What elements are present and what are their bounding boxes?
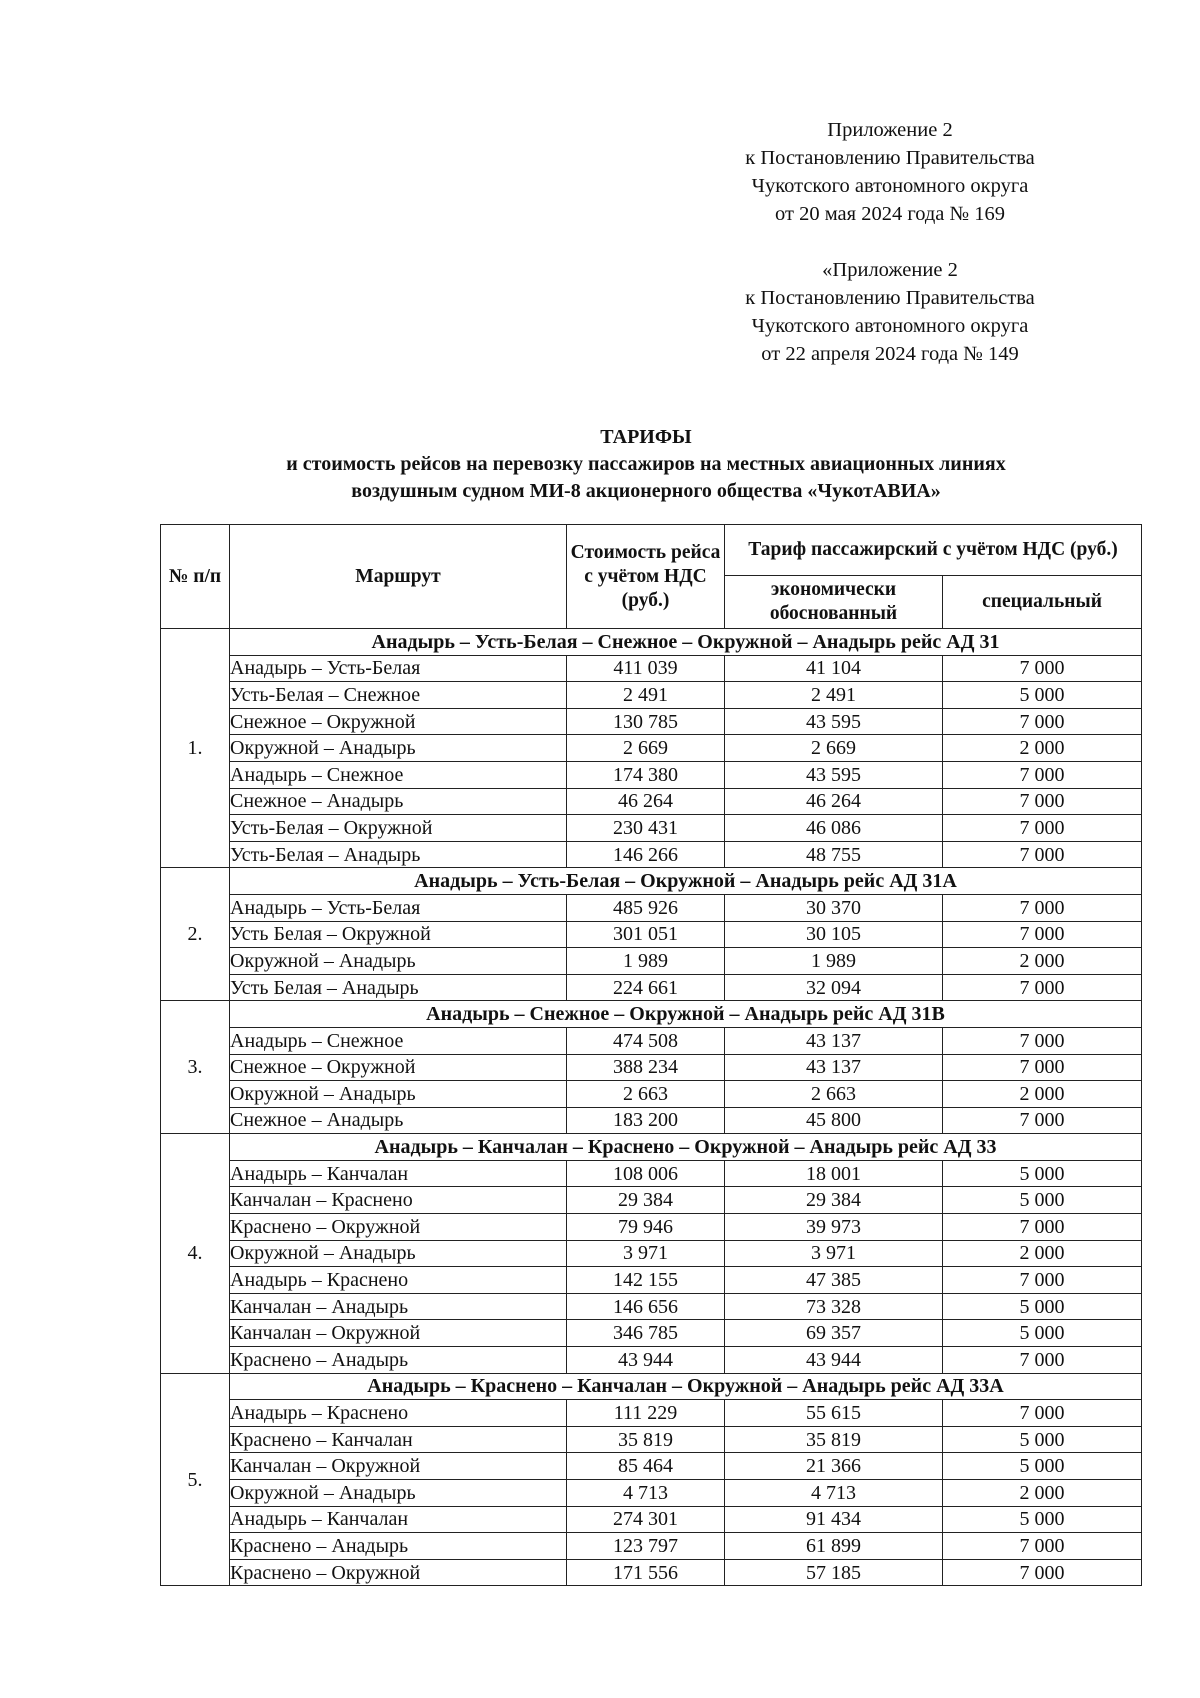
table-row [161, 1267, 1142, 1294]
route-cell: Усть Белая – Анадырь [230, 974, 567, 1001]
route-group-title-row [161, 1373, 1142, 1400]
flight-cost-cell: 346 785 [567, 1320, 725, 1347]
special-tariff-cell: 7 000 [943, 708, 1142, 735]
special-tariff-cell: 7 000 [943, 1054, 1142, 1081]
route-cell: Анадырь – Усть-Белая [230, 655, 567, 682]
original-appendix-header [700, 256, 1080, 368]
economic-tariff-cell: 48 755 [725, 841, 943, 868]
route-cell: Окружной – Анадырь [230, 948, 567, 975]
appendix-header-line: к Постановлению Правительства [745, 147, 1035, 169]
group-number: 2. [161, 868, 230, 1001]
special-tariff-cell: 2 000 [943, 1240, 1142, 1267]
flight-cost-cell: 301 051 [567, 921, 725, 948]
special-tariff-cell: 2 000 [943, 735, 1142, 762]
special-tariff-cell: 7 000 [943, 655, 1142, 682]
table-row [161, 788, 1142, 815]
table-row [161, 1187, 1142, 1214]
economic-tariff-cell: 4 713 [725, 1480, 943, 1507]
special-tariff-cell: 5 000 [943, 1187, 1142, 1214]
table-row [161, 1453, 1142, 1480]
table-row [161, 655, 1142, 682]
special-tariff-cell: 7 000 [943, 1533, 1142, 1560]
flight-cost-cell: 130 785 [567, 708, 725, 735]
special-tariff-cell: 7 000 [943, 894, 1142, 921]
economic-tariff-cell: 30 370 [725, 894, 943, 921]
table-row [161, 1320, 1142, 1347]
route-cell: Краснено – Канчалан [230, 1426, 567, 1453]
tariffs-table [160, 524, 1142, 1586]
flight-cost-cell: 79 946 [567, 1214, 725, 1241]
table-row [161, 974, 1142, 1001]
table-row [161, 1400, 1142, 1427]
economic-tariff-cell: 32 094 [725, 974, 943, 1001]
route-group-title-row [161, 1134, 1142, 1161]
table-row [161, 841, 1142, 868]
col-header-num: № п/п [161, 525, 230, 629]
col-header-route: Маршрут [230, 525, 567, 629]
route-group-title-row [161, 868, 1142, 895]
route-cell: Канчалан – Окружной [230, 1320, 567, 1347]
document-title [150, 424, 1142, 505]
title-subline: и стоимость рейсов на перевозку пассажиров на местных авиационных линиях [286, 453, 1006, 475]
route-cell: Краснено – Анадырь [230, 1533, 567, 1560]
special-tariff-cell: 7 000 [943, 841, 1142, 868]
special-tariff-cell: 5 000 [943, 1453, 1142, 1480]
special-tariff-cell: 7 000 [943, 1347, 1142, 1374]
route-cell: Анадырь – Канчалан [230, 1506, 567, 1533]
route-cell: Анадырь – Канчалан [230, 1160, 567, 1187]
special-tariff-cell: 7 000 [943, 1559, 1142, 1586]
appendix-header-line: от 20 мая 2024 года № 169 [775, 203, 1005, 225]
appendix-header-line: Приложение 2 [827, 119, 953, 141]
appendix-header-line: Чукотского автономного округа [751, 315, 1029, 337]
table-row [161, 1533, 1142, 1560]
title-subline: воздушным судном МИ-8 акционерного общества «ЧукотАВИА» [351, 480, 941, 502]
route-cell: Усть Белая – Окружной [230, 921, 567, 948]
flight-cost-cell: 388 234 [567, 1054, 725, 1081]
flight-cost-cell: 183 200 [567, 1107, 725, 1134]
flight-cost-cell: 274 301 [567, 1506, 725, 1533]
route-cell: Снежное – Окружной [230, 708, 567, 735]
economic-tariff-cell: 69 357 [725, 1320, 943, 1347]
economic-tariff-cell: 2 669 [725, 735, 943, 762]
route-cell: Окружной – Анадырь [230, 1240, 567, 1267]
route-cell: Усть-Белая – Анадырь [230, 841, 567, 868]
col-header-tariff: Тариф пассажирский с учётом НДС (руб.) [725, 525, 1142, 576]
route-group-title-row [161, 1001, 1142, 1028]
route-cell: Снежное – Окружной [230, 1054, 567, 1081]
route-cell: Окружной – Анадырь [230, 1480, 567, 1507]
flight-cost-cell: 224 661 [567, 974, 725, 1001]
economic-tariff-cell: 35 819 [725, 1426, 943, 1453]
flight-cost-cell: 2 669 [567, 735, 725, 762]
group-number: 1. [161, 629, 230, 868]
flight-cost-cell: 142 155 [567, 1267, 725, 1294]
table-row [161, 1214, 1142, 1241]
flight-cost-cell: 108 006 [567, 1160, 725, 1187]
route-cell: Анадырь – Усть-Белая [230, 894, 567, 921]
appendix-header [700, 116, 1080, 228]
economic-tariff-cell: 45 800 [725, 1107, 943, 1134]
economic-tariff-cell: 21 366 [725, 1453, 943, 1480]
special-tariff-cell: 7 000 [943, 921, 1142, 948]
table-row [161, 1054, 1142, 1081]
route-cell: Канчалан – Анадырь [230, 1293, 567, 1320]
table-row [161, 1293, 1142, 1320]
economic-tariff-cell: 57 185 [725, 1559, 943, 1586]
route-cell: Краснено – Анадырь [230, 1347, 567, 1374]
economic-tariff-cell: 73 328 [725, 1293, 943, 1320]
appendix-header-line: Чукотского автономного округа [751, 175, 1029, 197]
appendix-header-line: от 22 апреля 2024 года № 149 [761, 343, 1019, 365]
table-row [161, 921, 1142, 948]
economic-tariff-cell: 1 989 [725, 948, 943, 975]
table-row [161, 1240, 1142, 1267]
flight-cost-cell: 2 491 [567, 682, 725, 709]
title-main: ТАРИФЫ [600, 426, 692, 448]
table-row [161, 1160, 1142, 1187]
economic-tariff-cell: 2 663 [725, 1081, 943, 1108]
flight-cost-cell: 146 266 [567, 841, 725, 868]
flight-cost-cell: 29 384 [567, 1187, 725, 1214]
route-cell: Анадырь – Краснено [230, 1267, 567, 1294]
special-tariff-cell: 5 000 [943, 1320, 1142, 1347]
flight-cost-cell: 85 464 [567, 1453, 725, 1480]
col-header-special: специальный [943, 576, 1142, 629]
economic-tariff-cell: 29 384 [725, 1187, 943, 1214]
route-cell: Канчалан – Окружной [230, 1453, 567, 1480]
flight-cost-cell: 1 989 [567, 948, 725, 975]
economic-tariff-cell: 46 264 [725, 788, 943, 815]
group-flight-title: Анадырь – Канчалан – Краснено – Окружной – Анадырь рейс АД 33 [230, 1134, 1142, 1161]
flight-cost-cell: 2 663 [567, 1081, 725, 1108]
economic-tariff-cell: 55 615 [725, 1400, 943, 1427]
table-row [161, 1347, 1142, 1374]
special-tariff-cell: 7 000 [943, 1400, 1142, 1427]
col-header-cost: Стоимость рейса с учётом НДС (руб.) [567, 525, 725, 629]
table-row [161, 815, 1142, 842]
table-row [161, 1027, 1142, 1054]
flight-cost-cell: 35 819 [567, 1426, 725, 1453]
table-row [161, 1081, 1142, 1108]
economic-tariff-cell: 61 899 [725, 1533, 943, 1560]
special-tariff-cell: 2 000 [943, 948, 1142, 975]
route-cell: Анадырь – Снежное [230, 761, 567, 788]
special-tariff-cell: 7 000 [943, 1214, 1142, 1241]
route-cell: Снежное – Анадырь [230, 1107, 567, 1134]
table-row [161, 708, 1142, 735]
special-tariff-cell: 7 000 [943, 974, 1142, 1001]
economic-tariff-cell: 30 105 [725, 921, 943, 948]
special-tariff-cell: 2 000 [943, 1081, 1142, 1108]
economic-tariff-cell: 91 434 [725, 1506, 943, 1533]
economic-tariff-cell: 41 104 [725, 655, 943, 682]
group-number: 5. [161, 1373, 230, 1586]
flight-cost-cell: 146 656 [567, 1293, 725, 1320]
economic-tariff-cell: 46 086 [725, 815, 943, 842]
route-cell: Краснено – Окружной [230, 1214, 567, 1241]
route-cell: Окружной – Анадырь [230, 735, 567, 762]
special-tariff-cell: 5 000 [943, 1426, 1142, 1453]
table-row [161, 1506, 1142, 1533]
special-tariff-cell: 5 000 [943, 1293, 1142, 1320]
group-flight-title: Анадырь – Усть-Белая – Снежное – Окружной – Анадырь рейс АД 31 [230, 629, 1142, 656]
flight-cost-cell: 230 431 [567, 815, 725, 842]
table-row [161, 1559, 1142, 1586]
table-row [161, 1426, 1142, 1453]
route-cell: Усть-Белая – Снежное [230, 682, 567, 709]
flight-cost-cell: 411 039 [567, 655, 725, 682]
economic-tariff-cell: 47 385 [725, 1267, 943, 1294]
special-tariff-cell: 7 000 [943, 1267, 1142, 1294]
appendix-header-line: к Постановлению Правительства [745, 287, 1035, 309]
economic-tariff-cell: 43 595 [725, 708, 943, 735]
special-tariff-cell: 7 000 [943, 761, 1142, 788]
route-cell: Усть-Белая – Окружной [230, 815, 567, 842]
route-cell: Краснено – Окружной [230, 1559, 567, 1586]
economic-tariff-cell: 18 001 [725, 1160, 943, 1187]
table-row [161, 735, 1142, 762]
table-row [161, 1480, 1142, 1507]
special-tariff-cell: 7 000 [943, 788, 1142, 815]
group-number: 4. [161, 1134, 230, 1373]
flight-cost-cell: 3 971 [567, 1240, 725, 1267]
economic-tariff-cell: 2 491 [725, 682, 943, 709]
special-tariff-cell: 5 000 [943, 1506, 1142, 1533]
group-number: 3. [161, 1001, 230, 1134]
group-flight-title: Анадырь – Усть-Белая – Окружной – Анадырь рейс АД 31А [230, 868, 1142, 895]
special-tariff-cell: 2 000 [943, 1480, 1142, 1507]
flight-cost-cell: 174 380 [567, 761, 725, 788]
economic-tariff-cell: 3 971 [725, 1240, 943, 1267]
special-tariff-cell: 5 000 [943, 682, 1142, 709]
group-flight-title: Анадырь – Краснено – Канчалан – Окружной – Анадырь рейс АД 33А [230, 1373, 1142, 1400]
special-tariff-cell: 5 000 [943, 1160, 1142, 1187]
route-group-title-row [161, 629, 1142, 656]
col-header-economic: экономически обоснованный [725, 576, 943, 629]
route-cell: Окружной – Анадырь [230, 1081, 567, 1108]
group-flight-title: Анадырь – Снежное – Окружной – Анадырь рейс АД 31В [230, 1001, 1142, 1028]
economic-tariff-cell: 39 973 [725, 1214, 943, 1241]
route-cell: Анадырь – Краснено [230, 1400, 567, 1427]
flight-cost-cell: 4 713 [567, 1480, 725, 1507]
flight-cost-cell: 485 926 [567, 894, 725, 921]
economic-tariff-cell: 43 944 [725, 1347, 943, 1374]
economic-tariff-cell: 43 137 [725, 1054, 943, 1081]
route-cell: Снежное – Анадырь [230, 788, 567, 815]
table-row [161, 761, 1142, 788]
route-cell: Анадырь – Снежное [230, 1027, 567, 1054]
flight-cost-cell: 111 229 [567, 1400, 725, 1427]
table-row [161, 1107, 1142, 1134]
special-tariff-cell: 7 000 [943, 1107, 1142, 1134]
appendix-header-line: «Приложение 2 [822, 259, 958, 281]
economic-tariff-cell: 43 595 [725, 761, 943, 788]
table-row [161, 682, 1142, 709]
table-row [161, 894, 1142, 921]
special-tariff-cell: 7 000 [943, 815, 1142, 842]
table-row [161, 948, 1142, 975]
flight-cost-cell: 171 556 [567, 1559, 725, 1586]
flight-cost-cell: 474 508 [567, 1027, 725, 1054]
flight-cost-cell: 46 264 [567, 788, 725, 815]
special-tariff-cell: 7 000 [943, 1027, 1142, 1054]
economic-tariff-cell: 43 137 [725, 1027, 943, 1054]
flight-cost-cell: 43 944 [567, 1347, 725, 1374]
flight-cost-cell: 123 797 [567, 1533, 725, 1560]
route-cell: Канчалан – Краснено [230, 1187, 567, 1214]
tariffs-table-body [161, 629, 1142, 1586]
